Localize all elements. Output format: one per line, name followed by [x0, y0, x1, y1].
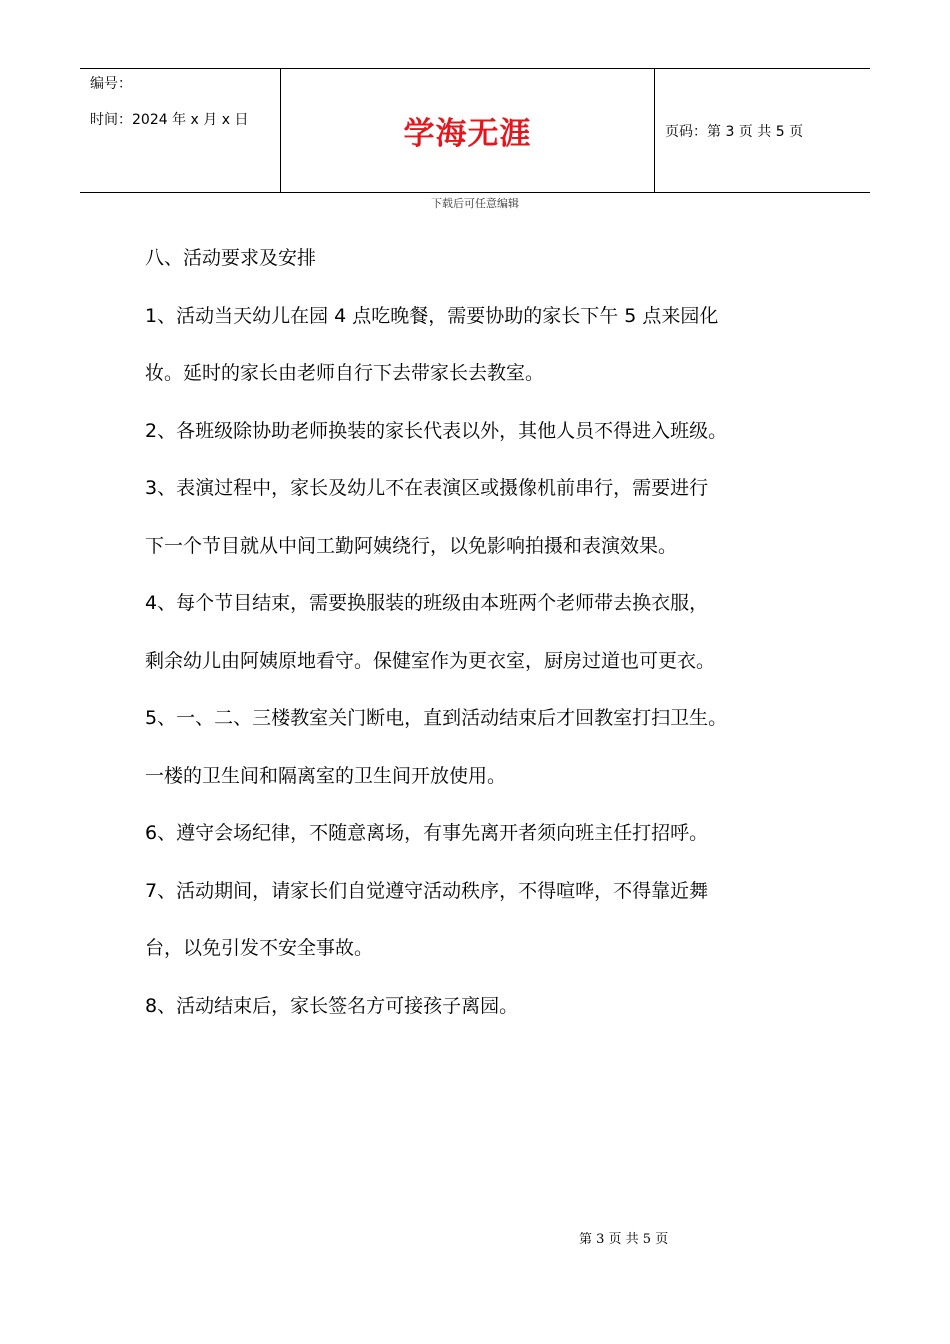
- body-line: 1、活动当天幼儿在园 4 点吃晚餐，需要协助的家长下午 5 点来园化: [145, 304, 719, 327]
- body-line: 八、活动要求及安排: [145, 247, 317, 269]
- body-line: 5、一、二、三楼教室关门断电，直到活动结束后才回教室打扫卫生。: [145, 707, 728, 729]
- document-number-label: 编号：: [90, 76, 132, 92]
- body-line: 4、每个节目结束，需要换服装的班级由本班两个老师带去换衣服，: [145, 592, 709, 614]
- body-line: 3、表演过程中，家长及幼儿不在表演区或摄像机前串行，需要进行: [145, 477, 709, 499]
- header-table: [80, 68, 870, 193]
- body-line: 妆。延时的家长由老师自行下去带家长去教室。: [145, 362, 545, 384]
- document-body: [145, 230, 845, 1035]
- body-line: 8、活动结束后，家长签名方可接孩子离园。: [145, 994, 519, 1017]
- header-page-cell: [655, 69, 870, 192]
- body-line: 6、遵守会场纪律，不随意离场，有事先离开者须向班主任打招呼。: [145, 822, 709, 844]
- body-line: 一楼的卫生间和隔离室的卫生间开放使用。: [145, 764, 507, 787]
- edit-note: 下载后可任意编辑: [431, 197, 519, 210]
- header-left-cell: [80, 69, 281, 192]
- body-line: 剩余幼儿由阿姨原地看守。保健室作为更衣室，厨房过道也可更衣。: [145, 649, 716, 672]
- body-line: 7、活动期间，请家长们自觉遵守活动秩序，不得喧哗，不得靠近舞: [145, 879, 709, 902]
- page-indicator: 页码：第 3 页 共 5 页: [665, 123, 804, 140]
- body-line: 台，以免引发不安全事故。: [145, 937, 374, 959]
- page-footer: 第 3 页 共 5 页: [579, 1232, 669, 1247]
- header-brand-cell: [281, 69, 655, 192]
- document-date-label: 时间：2024 年 x 月 x 日: [90, 112, 249, 128]
- body-line: 2、各班级除协助老师换装的家长代表以外，其他人员不得进入班级。: [145, 419, 728, 442]
- brand-title: 学海无涯: [403, 116, 532, 152]
- body-line: 下一个节目就从中间工勤阿姨绕行，以免影响拍摄和表演效果。: [145, 534, 678, 557]
